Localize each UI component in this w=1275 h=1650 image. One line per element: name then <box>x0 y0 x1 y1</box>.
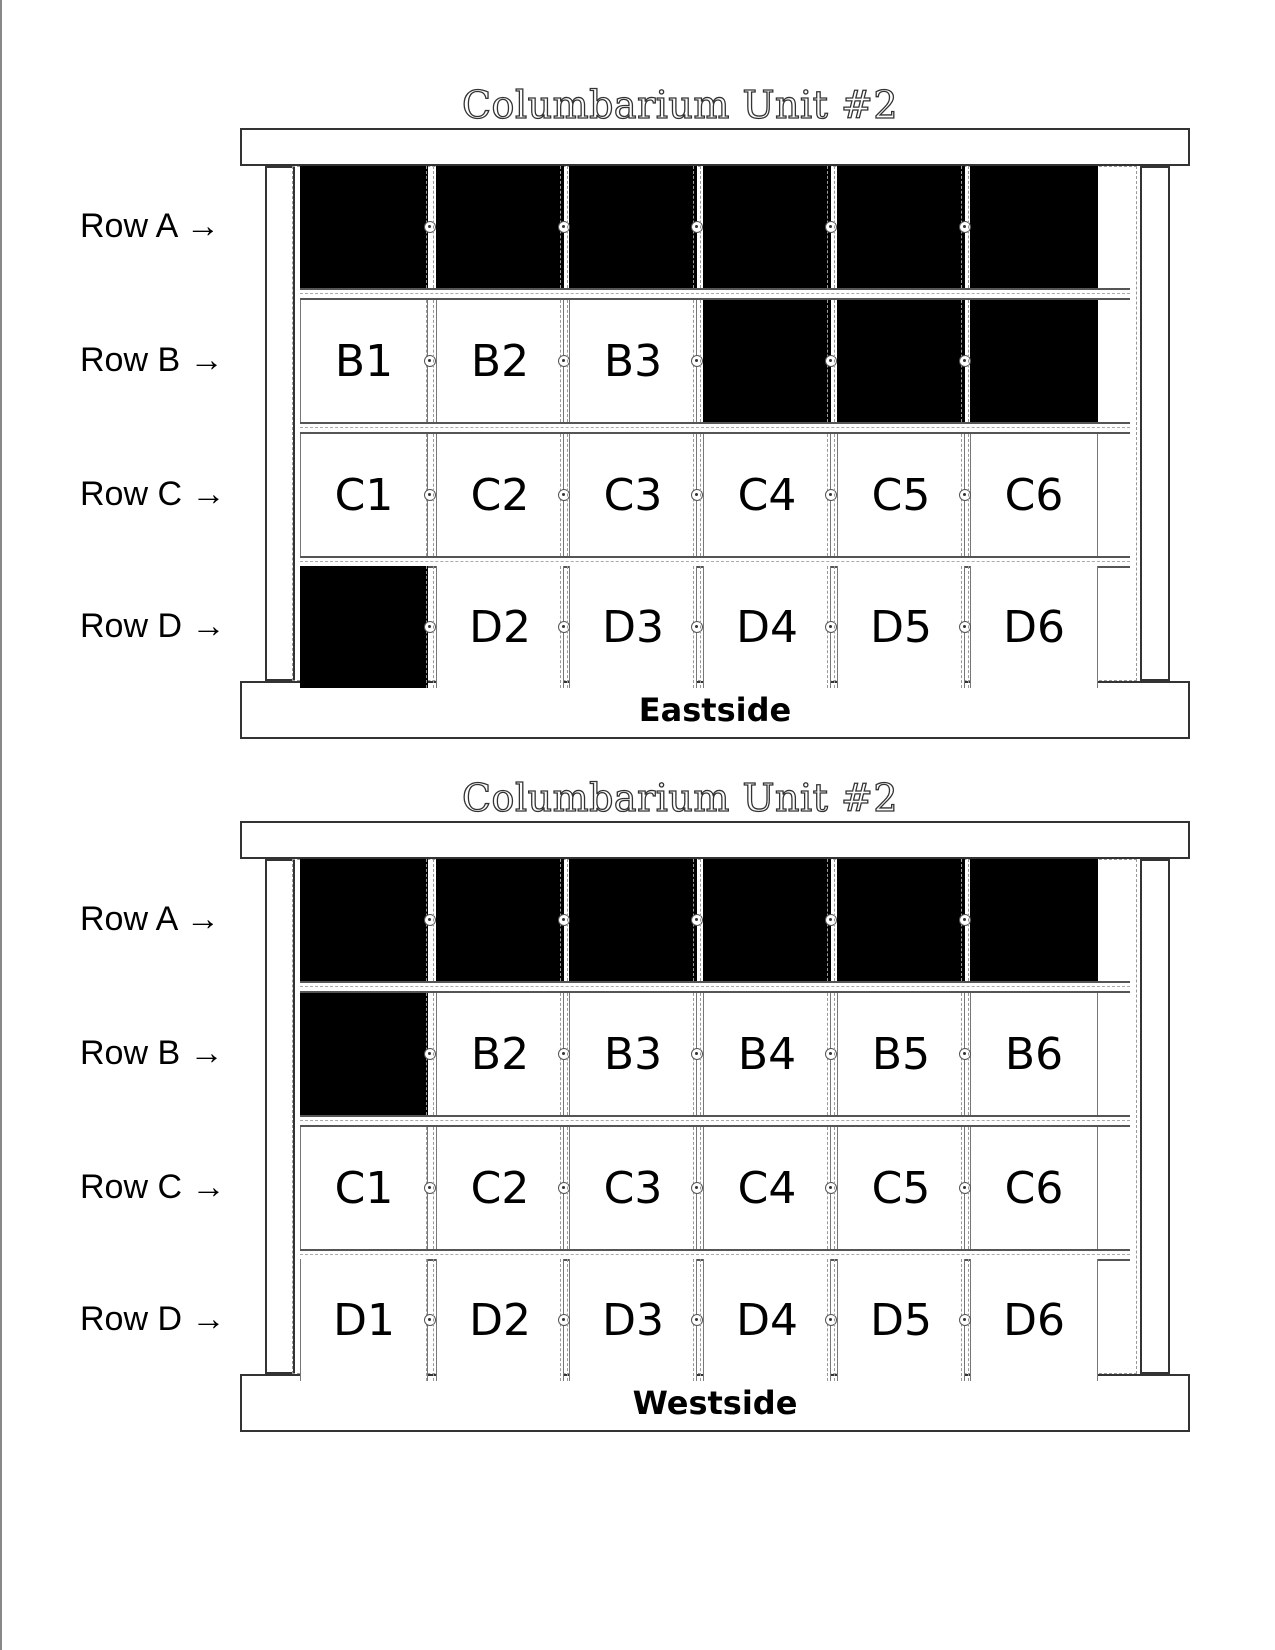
niche-label: B3 <box>603 335 663 387</box>
row-label: Row B → <box>80 341 224 379</box>
niche-available <box>837 993 965 1115</box>
rosette-bolt-icon <box>825 221 837 233</box>
niche-available <box>569 300 697 422</box>
rosette-bolt-icon <box>959 1314 971 1326</box>
niche-available <box>300 434 428 556</box>
unit-title: Columbarium Unit #2 <box>461 83 899 127</box>
rosette-bolt-icon <box>825 355 837 367</box>
niche-seam <box>558 993 570 1115</box>
niche-label: D4 <box>736 1294 798 1346</box>
niche-label: C2 <box>470 469 530 521</box>
niche-seam <box>959 566 971 688</box>
niche-seam <box>959 434 971 556</box>
niche-label: D3 <box>602 1294 664 1346</box>
niche-available <box>837 1259 965 1381</box>
niche-label: B6 <box>1004 1028 1064 1080</box>
rosette-bolt-icon <box>424 355 436 367</box>
rosette-bolt-icon <box>424 914 436 926</box>
top-cap <box>240 128 1190 166</box>
niche-label: C3 <box>603 469 663 521</box>
niche-label: D2 <box>469 1294 531 1346</box>
niche-seam <box>825 300 837 422</box>
side-label: Westside <box>240 1374 1190 1432</box>
rosette-bolt-icon <box>825 914 837 926</box>
niche-label: D6 <box>1003 601 1065 653</box>
niche-row <box>300 1259 1130 1381</box>
niche-available <box>970 1259 1098 1381</box>
niche-occupied <box>569 166 697 288</box>
rosette-bolt-icon <box>558 221 570 233</box>
niche-available <box>436 1259 564 1381</box>
row-label: Row D → <box>80 607 226 645</box>
niche-seam <box>959 1127 971 1249</box>
rosette-bolt-icon <box>959 914 971 926</box>
rosette-bolt-icon <box>424 1048 436 1060</box>
niche-seam <box>424 1259 436 1381</box>
niche-seam <box>691 993 703 1115</box>
niche-occupied <box>970 300 1098 422</box>
niche-occupied <box>837 859 965 981</box>
niche-label: D4 <box>736 601 798 653</box>
niche-label: C4 <box>737 469 797 521</box>
rosette-bolt-icon <box>558 1314 570 1326</box>
niche-occupied <box>703 166 831 288</box>
niche-row <box>300 434 1130 556</box>
niche-row <box>300 166 1130 288</box>
niche-seam <box>558 859 570 981</box>
niche-available <box>436 434 564 556</box>
niche-available <box>569 1259 697 1381</box>
rosette-bolt-icon <box>558 1182 570 1194</box>
niche-available <box>970 566 1098 688</box>
columbarium-unit-eastside <box>0 82 1275 782</box>
rosette-bolt-icon <box>959 1182 971 1194</box>
niche-available <box>703 566 831 688</box>
niche-occupied <box>436 166 564 288</box>
rosette-bolt-icon <box>959 1048 971 1060</box>
niche-seam <box>424 993 436 1115</box>
rosette-bolt-icon <box>691 621 703 633</box>
niche-available <box>569 993 697 1115</box>
niche-seam <box>959 300 971 422</box>
niche-label: D5 <box>870 601 932 653</box>
row-label: Row A → <box>80 900 220 938</box>
row-label: Row B → <box>80 1034 224 1072</box>
niche-seam <box>959 1259 971 1381</box>
niche-label: C5 <box>871 469 931 521</box>
rosette-bolt-icon <box>825 1314 837 1326</box>
niche-label: B5 <box>871 1028 931 1080</box>
row-label: Row D → <box>80 1300 226 1338</box>
niche-available <box>703 1127 831 1249</box>
right-post <box>1140 859 1170 1374</box>
niche-available <box>970 1127 1098 1249</box>
rosette-bolt-icon <box>424 1314 436 1326</box>
niche-label: C3 <box>603 1162 663 1214</box>
niche-occupied <box>569 859 697 981</box>
niche-seam <box>825 1127 837 1249</box>
right-post <box>1140 166 1170 681</box>
niche-available <box>436 1127 564 1249</box>
niche-seam <box>825 859 837 981</box>
niche-seam <box>424 859 436 981</box>
rosette-bolt-icon <box>825 489 837 501</box>
niche-label: C2 <box>470 1162 530 1214</box>
rosette-bolt-icon <box>424 621 436 633</box>
niche-seam <box>424 566 436 688</box>
rosette-bolt-icon <box>959 621 971 633</box>
niche-label: C6 <box>1004 1162 1064 1214</box>
niche-label: D6 <box>1003 1294 1065 1346</box>
niche-label: B4 <box>737 1028 797 1080</box>
niche-row <box>300 300 1130 422</box>
niche-available <box>436 300 564 422</box>
niche-label: B2 <box>470 1028 530 1080</box>
rosette-bolt-icon <box>691 1048 703 1060</box>
niche-seam <box>691 300 703 422</box>
niche-seam <box>691 1259 703 1381</box>
niche-available <box>569 434 697 556</box>
rosette-bolt-icon <box>959 355 971 367</box>
niche-occupied <box>970 166 1098 288</box>
niche-seam <box>825 566 837 688</box>
niche-seam <box>558 566 570 688</box>
niche-seam <box>424 434 436 556</box>
niche-seam <box>825 434 837 556</box>
rosette-bolt-icon <box>959 221 971 233</box>
rosette-bolt-icon <box>558 621 570 633</box>
niche-row <box>300 859 1130 981</box>
left-post <box>265 859 295 1374</box>
niche-available <box>837 434 965 556</box>
niche-label: B1 <box>334 335 394 387</box>
niche-occupied <box>837 300 965 422</box>
niche-row <box>300 1127 1130 1249</box>
row-label: Row C → <box>80 475 226 513</box>
niche-grid <box>300 859 1130 1374</box>
rosette-bolt-icon <box>424 1182 436 1194</box>
niche-available <box>436 566 564 688</box>
niche-label: D2 <box>469 601 531 653</box>
niche-label: B2 <box>470 335 530 387</box>
niche-available <box>837 1127 965 1249</box>
rosette-bolt-icon <box>959 489 971 501</box>
niche-occupied <box>837 166 965 288</box>
niche-available <box>837 566 965 688</box>
niche-occupied <box>300 566 428 688</box>
niche-seam <box>558 1259 570 1381</box>
niche-seam <box>959 993 971 1115</box>
rosette-bolt-icon <box>825 621 837 633</box>
niche-label: D5 <box>870 1294 932 1346</box>
niche-seam <box>825 993 837 1115</box>
niche-seam <box>691 1127 703 1249</box>
rosette-bolt-icon <box>424 221 436 233</box>
rosette-bolt-icon <box>825 1182 837 1194</box>
niche-label: B3 <box>603 1028 663 1080</box>
niche-available <box>569 566 697 688</box>
row-label: Row C → <box>80 1168 226 1206</box>
niche-seam <box>959 859 971 981</box>
rosette-bolt-icon <box>424 489 436 501</box>
niche-seam <box>558 300 570 422</box>
niche-available <box>703 1259 831 1381</box>
niche-seam <box>424 1127 436 1249</box>
niche-label: C4 <box>737 1162 797 1214</box>
niche-seam <box>424 166 436 288</box>
niche-seam <box>825 166 837 288</box>
niche-label: C6 <box>1004 469 1064 521</box>
niche-seam <box>691 566 703 688</box>
left-post <box>265 166 295 681</box>
niche-available <box>703 993 831 1115</box>
niche-available <box>300 300 428 422</box>
rosette-bolt-icon <box>558 1048 570 1060</box>
niche-row <box>300 566 1130 688</box>
niche-available <box>970 993 1098 1115</box>
rosette-bolt-icon <box>558 489 570 501</box>
rosette-bolt-icon <box>691 221 703 233</box>
niche-available <box>703 434 831 556</box>
niche-available <box>300 1259 428 1381</box>
niche-occupied <box>436 859 564 981</box>
niche-occupied <box>300 993 428 1115</box>
rosette-bolt-icon <box>558 914 570 926</box>
row-label: Row A → <box>80 207 220 245</box>
niche-available <box>569 1127 697 1249</box>
niche-occupied <box>300 859 428 981</box>
niche-seam <box>959 166 971 288</box>
niche-seam <box>691 166 703 288</box>
rosette-bolt-icon <box>691 355 703 367</box>
niche-seam <box>558 434 570 556</box>
niche-seam <box>691 434 703 556</box>
niche-available <box>436 993 564 1115</box>
niche-seam <box>691 859 703 981</box>
niche-label: C1 <box>334 1162 394 1214</box>
niche-seam <box>558 166 570 288</box>
unit-title: Columbarium Unit #2 <box>461 776 899 820</box>
niche-label: D3 <box>602 601 664 653</box>
niche-seam <box>825 1259 837 1381</box>
rosette-bolt-icon <box>825 1048 837 1060</box>
niche-grid <box>300 166 1130 681</box>
niche-label: D1 <box>333 1294 395 1346</box>
top-cap <box>240 821 1190 859</box>
niche-available <box>970 434 1098 556</box>
niche-occupied <box>970 859 1098 981</box>
niche-occupied <box>703 300 831 422</box>
rosette-bolt-icon <box>691 1314 703 1326</box>
rosette-bolt-icon <box>691 914 703 926</box>
niche-label: C5 <box>871 1162 931 1214</box>
niche-available <box>300 1127 428 1249</box>
niche-occupied <box>703 859 831 981</box>
rosette-bolt-icon <box>558 355 570 367</box>
niche-seam <box>424 300 436 422</box>
columbarium-unit-westside <box>0 775 1275 1475</box>
niche-occupied <box>300 166 428 288</box>
side-label: Eastside <box>240 681 1190 739</box>
rosette-bolt-icon <box>691 489 703 501</box>
rosette-bolt-icon <box>691 1182 703 1194</box>
niche-row <box>300 993 1130 1115</box>
niche-label: C1 <box>334 469 394 521</box>
niche-seam <box>558 1127 570 1249</box>
